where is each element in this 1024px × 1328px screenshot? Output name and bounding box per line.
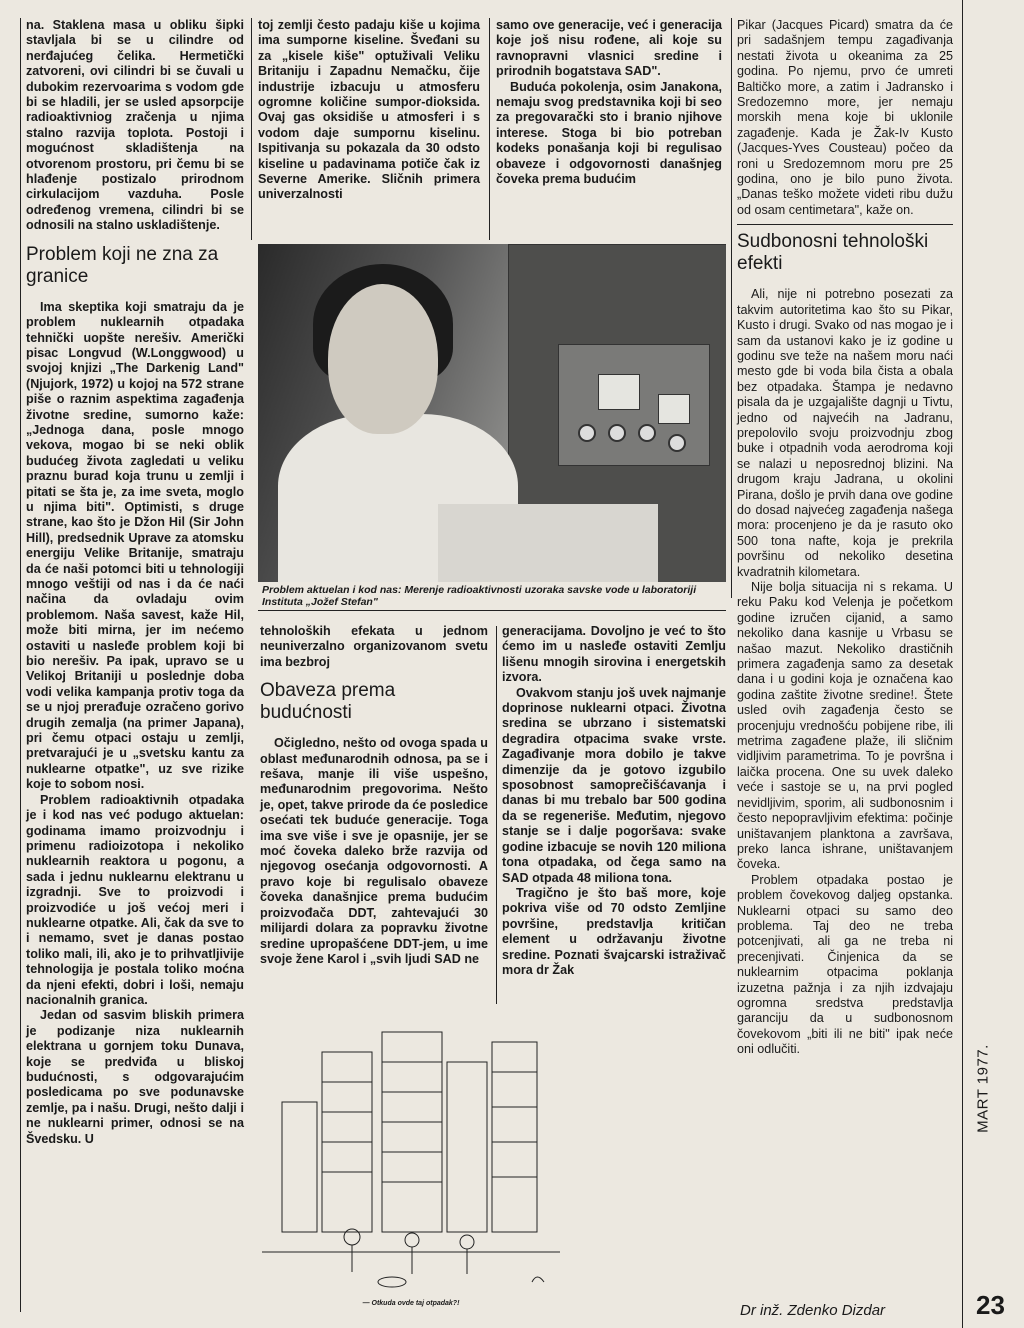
section-rule bbox=[737, 224, 953, 225]
paragraph: Tragično je što baš more, koje pokriva više od 70 odsto Zemljine površine, predstavlja kritičan element u održavanju životne sredine. Poznati švajcarski istraživač mora dr Žak bbox=[502, 885, 726, 977]
column-3-bottom bbox=[502, 624, 726, 978]
paragraph: Očigledno, nešto od ovoga spada u oblast međunarodnih odnosa, pa se i rešava, manje ili više uspešno, međunarodnim pregovorima. Nešto je, opet, takve prirode da će posledice osećati tek buduće generacije. Toga ima sve više i sve je opasnije, jer se moć čoveka daleko brže razvija od njegovog osećanja odgovornosti. A pravo koje bi regulisalo obaveze čoveka današnjice prema budućim proizvođača DDT, zahtevajući 30 milijardi dolara za popravku životne sredine upropašćene DDT-jem, u ime svoje žene Karol i „svih ljudi SAD ne bbox=[260, 736, 488, 966]
page-number: 23 bbox=[976, 1290, 1005, 1320]
paragraph: na. Staklena masa u obliku šipki stavljala bi se u cilindre od nerđajućeg čelika. Hermetički zatvoreni, ovi cilindri bi se čuvali u dubokim rezervoarima s vodom gde bi se hladili, jer se usled apsorpcije radioaktivniog zračenja u njima stalno razvija toplota. Postoji i mogućnost skladištenja na otvorenom prostoru, pri čemu bi se hlađenje postizalo prirodnom cirkulacijom vazduha. Posle određenog vremena, cilindri bi se odnosili na stalno uskladištenje. bbox=[26, 18, 244, 233]
issue-date-strip bbox=[968, 960, 998, 1280]
column-rule bbox=[962, 0, 963, 1328]
column-rule bbox=[731, 18, 732, 598]
paragraph: Jedan od sasvim bliskih primera je podizanje niza nuklearnih elektrana u gornjem toku Dunava, koje se predviđa u bliskoj budućnosti, s odgovarajućim posledicama po sve podunavske zemlje, pa i našu. Drugi, nešto dalji i ne nuklearni primer, odnosi se na Švedsku. U bbox=[26, 1008, 244, 1146]
issue-date: MART 1977. bbox=[974, 1044, 992, 1133]
paragraph: generacijama. Dovoljno je već to što ćemo im u nasleđe ostaviti Zemlju lišenu mnogih sirovina i energetskih izvora. bbox=[502, 624, 726, 685]
laboratory-photo bbox=[258, 244, 726, 582]
caption-rule bbox=[258, 610, 726, 611]
cartoon-caption: — Otkuda ovde taj otpadak?! bbox=[362, 1300, 460, 1307]
paragraph: Pikar (Jacques Picard) smatra da će pri sadašnjem tempu zagađivanja nestati života u okeanima za 25 godina. Po njemu, prvo će umreti Baltičko more, a zatim i Jadransko i Sredozemno more, jer nemaju morskih mena koje bi uklonile zagađenje. Kada je Žak-Iv Kusto (Jacques-Yves Cousteau) počeo da roni u Sredozemnom moru pre 25 godina, ono je bilo puno života. „Danas teško možete videti ribu dužu od osam centimetara", kaže on. bbox=[737, 18, 953, 217]
column-rule bbox=[251, 18, 252, 240]
paragraph: samo ove generacije, već i generacija koje još nisu rođene, ali koje su ravnopravni vlasnici sredine i prirodnih bogatstava SAD". bbox=[496, 18, 722, 79]
paragraph: Buduća pokolenja, osim Janakona, nemaju svog predstavnika koji bi seo za pregovarački sto i branio njihove interese. Stoga bi bio potreban kodeks ponašanja koji bi regulisao obaveze i odgovornosti današnjeg čoveka prema budućim bbox=[496, 79, 722, 187]
paragraph: Ima skeptika koji smatraju da je problem nuklearnih otpadaka tehnički uopšte nerešiv. Američki pisac Longvud (W.Longgwood) u svojoj knjizi „The Darkenig Land" (Njujork, 1972) u kojoj na 572 strane piše o raznim aspektima zagađenja životne sredine, sumorno kaže: „Jednoga dana, posle mnogo vekova, mogao bi se neki oblik budućeg života zagledati u veliku praznu burad koja trunu u zemlji i pitati se šta je, za ime sveta, moglo u njima biti". Optimisti, s druge strane, kao što je Džon Hil (Sir John Hill), predsednik Uprave za atomsku energiju Velike Britanije, smatraju da će naši potomci biti u tehnologiji mnogo veštiji od nas i da će naći načina da ovladaju ovim problemom. Naša savest, kaže Hil, može biti mirna, jer im nećemo ostaviti u nasleđe problem koji bi bio nerešiv. Pa ipak, upravo se u Velikoj Britaniji u poslednje doba vodi velika kampanja protiv toga da se u njoj prerađuje ozračeno gorivo drugih zemalja (na primer Japana), pri čemu otpaci ostaju u zemlji, pretvarajući je u „svetsku kantu za nuklearne otpatke", uz sve rizike koje to sobom nosi. bbox=[26, 299, 244, 792]
paragraph: Problem radioaktivnih otpadaka je i kod nas već podugo aktuelan: godinama imamo proizvodnju i primenu radioizotopa i nekoliko nuklearnih reaktora u pogonu, a sada i jednu nuklearnu elektranu u izgradnji. Sve to proizvodi i proizvodiće u još većoj meri i nuklearne otpatke. Ali, čak da sve to i nemamo, svet je danas postao toliko mali, ili, ako je to prihvatljivije tehnologija je postala toliko moćna da njeni efekti, dobri i loši, nemaju nacionalnih granica. bbox=[26, 792, 244, 1007]
paragraph: tehnoloških efekata u jednom neuniverzalno organizovanom svetu ima bezbroj bbox=[260, 624, 488, 669]
paragraph: Problem otpadaka postao je problem čovekovog daljeg opstanka. Nuklearni otpaci su samo deo problema. Taj deo ne treba potcenjivati, ali ga ne treba ni precenjivati. Činjenica da se nuklearnim otpacima poklanja izuzetna pažnja i za njih izdvajaju ogromna sredstva predstavlja garanciju da u sudbonosnom čovekovom „biti ili ne biti" ipak neće oni odlučiti. bbox=[737, 872, 953, 1057]
section-heading: Obaveza prema budućnosti bbox=[260, 680, 396, 724]
column-rule bbox=[489, 18, 490, 240]
column-1 bbox=[26, 18, 244, 1147]
section-heading: Sudbonosni tehnološki efekti bbox=[737, 231, 929, 275]
column-rule bbox=[20, 18, 21, 1312]
paragraph: Ali, nije ni potrebno posezati za takvim autoritetima kao što su Pikar, Kusto i drugi. Svako od nas mogao je i sam da ustanovi kako je iz godine u godinu sve teže na našem moru naći mesto gde bi voda bila čista a obala bez otpadaka. Štampa je nedavno pisala da je uzgajalište dagnji u Tivtu, jedno od najvećih na Jadranu, prepolovilo svoju proizvodnju zbog buke i otpadnih voda aerodroma koji se nalazi u neposrednoj blizini. Na drugom kraju Jadrana, u okolini Pirana, došlo je prvih dana ove godine do dosad najvećeg zagađenja našega mora: procenjeno je da je rasuto oko 500 tona nafte, koja je prekrila površinu od nekoliko desetina kvadratnih kilometara. bbox=[737, 287, 953, 579]
column-rule bbox=[496, 626, 497, 1004]
column-3-top bbox=[496, 18, 722, 187]
column-2-bottom bbox=[260, 624, 488, 967]
photo-caption: Problem aktuelan i kod nas: Merenje radioaktivnosti uzoraka savske vode u laboratoriji Instituta „Jožef Stefan" bbox=[262, 584, 697, 608]
cartoon-illustration bbox=[262, 1012, 560, 1310]
column-2-top bbox=[258, 18, 480, 203]
section-heading: Problem koji ne zna za granice bbox=[26, 243, 219, 287]
paragraph: Nije bolja situacija ni s rekama. U reku Paku kod Velenja je početkom godine izručen cijanid, a samo nekoliko dana kasnije u Vrbasu se našao mazut. Nekoliko drastičnih primera zagađenja samo za desetak dana i u godini koja je označena kao godina zaštite životne sredine!. Štete usled ovih zagađenja često se procenjuju vrednošću pobijene ribe, ili metrima zagađene plaže, ili sličnim vidljivim parametrima. To je površna i laička procena. One su uvek daleko veće i sastoje se u, na prvi pogled nevidljivim, sporim, ali sudbonosnim i često nepopravljivim efektima: počinje uništavanjem planktona a završava, preko lanca ishrane, uništavanjem čoveka. bbox=[737, 580, 953, 872]
paragraph: toj zemlji često padaju kiše u kojima ima sumporne kiseline. Šveđani su za „kisele kiše" optuživali Veliku Britaniju i Zapadnu Nemačku, čije industrije izbacuju u atmosferu ogromne količine sumpor-dioksida. Ovaj gas oksidiše u atmosferi i s vodom daje sumpornu kiselinu. Ispitivanja su pokazala da 30 odsto kiseline u padavinama potiče čak iz Severne Amerike. Sličnih primera univerzalnosti bbox=[258, 18, 480, 202]
paragraph: Ovakvom stanju još uvek najmanje doprinose nuklearni otpaci. Životna sredina se ubrzano i sistematski degradira otpacima svake vrste. Zagađivanje mora dobilo je takve dimenzije da je gotovo izgubilo sposobnost samoprečišćavanja i danas bi mu trebalo bar 500 godina da se regeneriše. Međutim, njegovo stanje se i dalje pogoršava: svake godine izbacuje se novih 120 miliona tona otpadaka, od čega samo na SAD otpada 48 miliona tona. bbox=[502, 685, 726, 885]
author-signature: Dr inž. Zdenko Dizdar bbox=[740, 1302, 886, 1319]
column-4 bbox=[737, 18, 953, 1058]
